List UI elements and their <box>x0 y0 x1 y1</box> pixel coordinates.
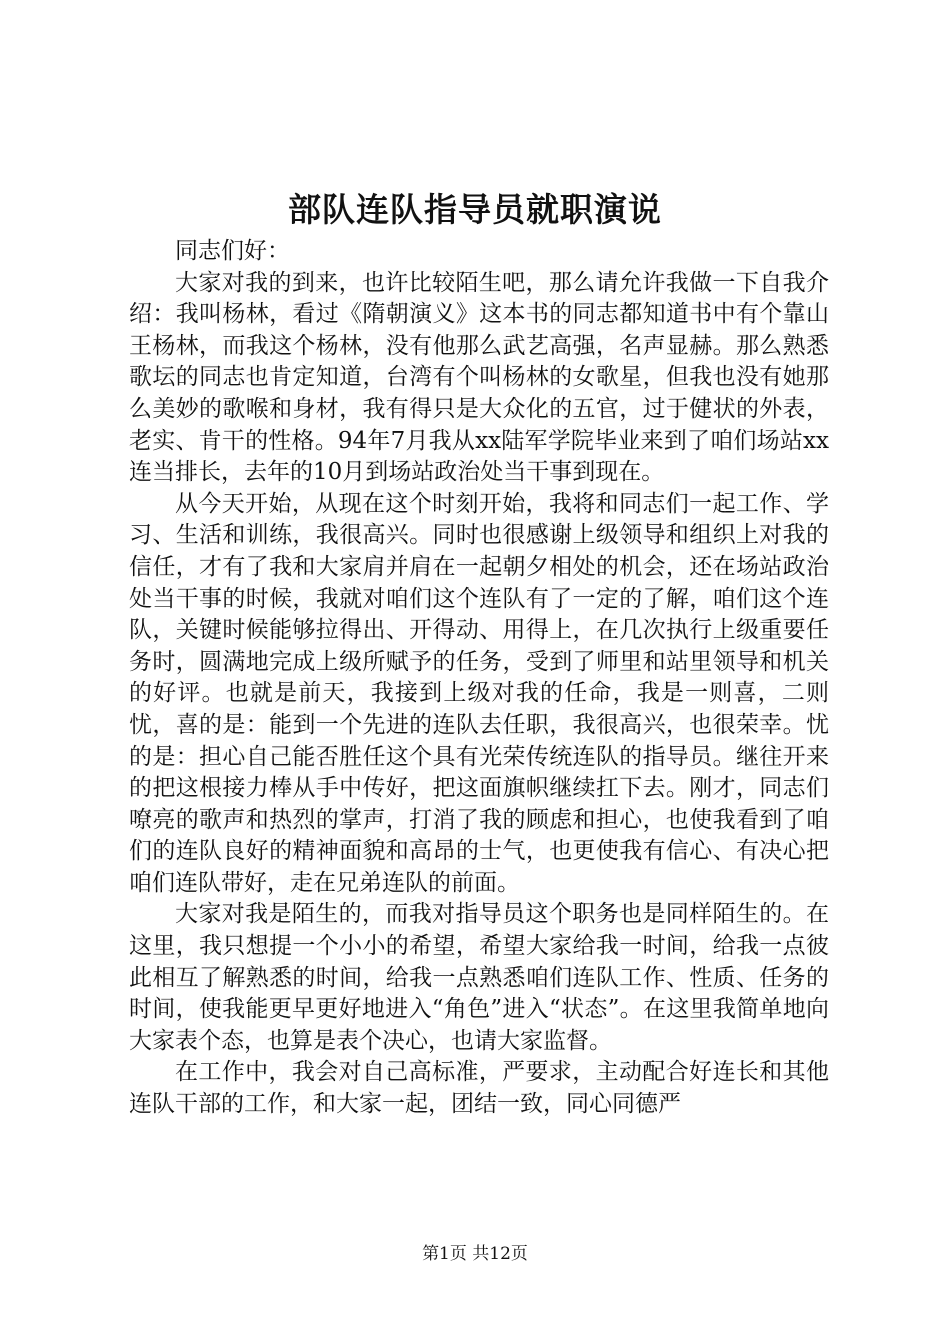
paragraph-hope: 大家对我是陌生的，而我对指导员这个职务也是同样陌生的。在这里，我只想提一个小小的希望，希望大家给我一时间，给我一点彼此相互了解熟悉的时间，给我一点熟悉咱们连队工作、性质、任务的时间，使我能更早更好地进入“角色”进入“状态”。在这里我简单地向大家表个态，也算是表个决心，也请大家监督。 <box>129 901 829 1054</box>
page-number-footer: 第1页 共12页 <box>422 1244 528 1264</box>
paragraph-commitment: 在工作中，我会对自己高标准，严要求，主动配合好连长和其他连队干部的工作，和大家一起，团结一致，同心同德严 <box>129 1059 829 1118</box>
paragraph-greeting: 同志们好： <box>175 238 290 264</box>
document-body <box>129 236 829 1121</box>
paragraph-introduction: 大家对我的到来，也许比较陌生吧，那么请允许我做一下自我介绍：我叫杨林，看过《隋朝演义》这本书的同志都知道书中有个靠山王杨林，而我这个杨林，没有他那么武艺高强，名声显赫。那么熟悉歌坛的同志也肯定知道，台湾有个叫杨林的女歌星，但我也没有她那么美妙的歌喉和身材，我有得只是大众化的五官，过于健状的外表，老实、肯干的性格。94年7月我从xx陆军学院毕业来到了咱们场站xx连当排长，去年的10月到场站政治处当干事到现在。 <box>129 269 829 486</box>
paragraph-gratitude: 从今天开始，从现在这个时刻开始，我将和同志们一起工作、学习、生活和训练，我很高兴。同时也很感谢上级领导和组织上对我的信任，才有了我和大家肩并肩在一起朝夕相处的机会，还在场站政治处当干事的时候，我就对咱们这个连队有了一定的了解，咱们这个连队，关键时候能够拉得出、开得动、用得上，在几次执行上级重要任务时，圆满地完成上级所赋予的任务，受到了师里和站里领导和机关的好评。也就是前天，我接到上级对我的任命，我是一则喜，二则忧，喜的是：能到一个先进的连队去任职，我很高兴，也很荣幸。忧的是：担心自己能否胜任这个具有光荣传统连队的指导员。继往开来的把这根接力棒从手中传好，把这面旗帜继续扛下去。刚才，同志们嘹亮的歌声和热烈的掌声，打消了我的顾虑和担心，也使我看到了咱们的连队良好的精神面貌和高昂的士气，也更使我有信心、有决心把咱们连队带好，走在兄弟连队的前面。 <box>129 490 829 896</box>
document-title: 部队连队指导员就职演说 <box>288 190 662 229</box>
